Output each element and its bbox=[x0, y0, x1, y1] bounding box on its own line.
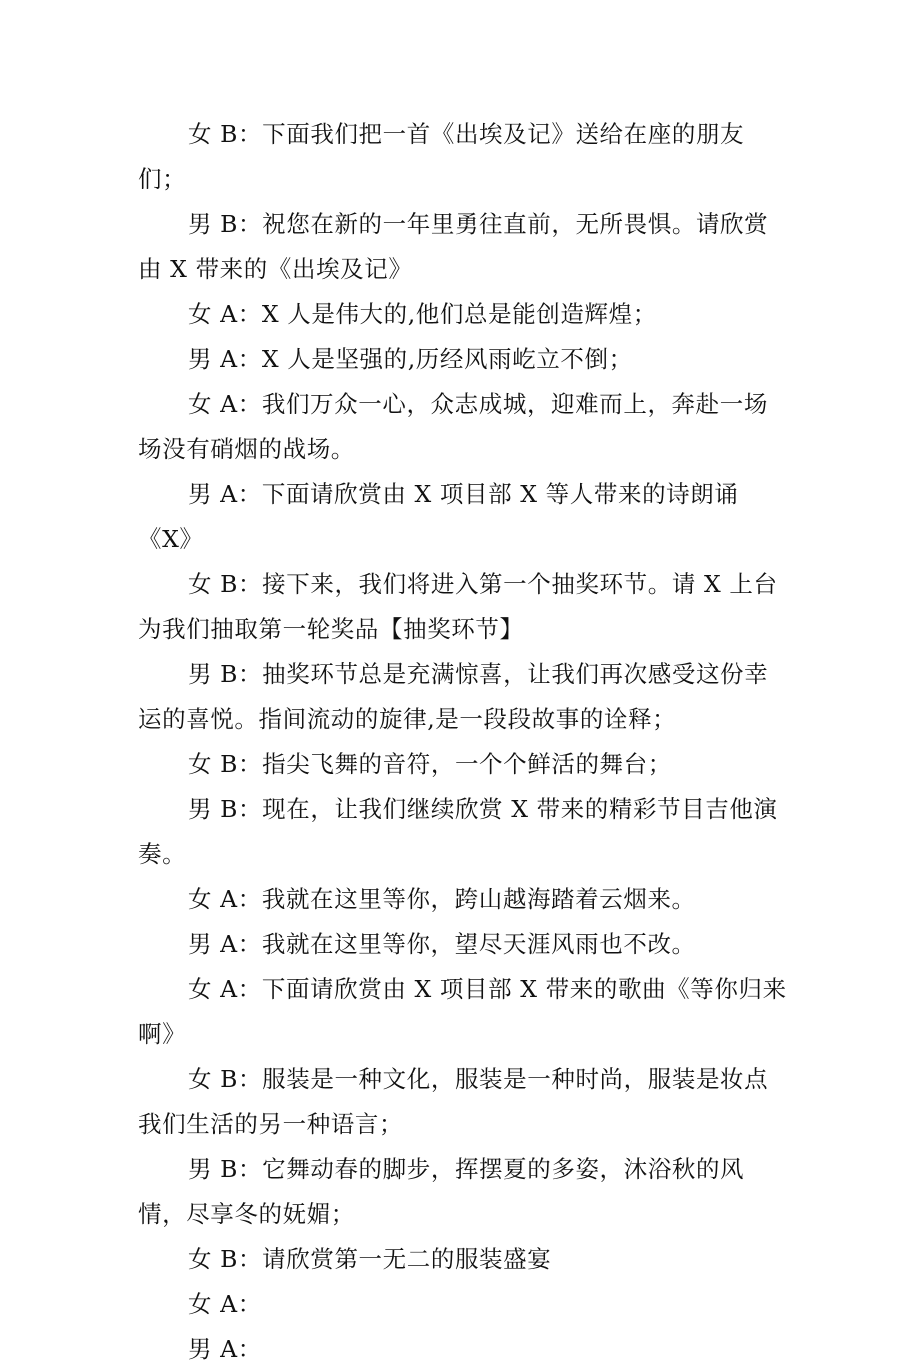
dialogue-line: 男 B：抽奖环节总是充满惊喜，让我们再次感受这份幸运的喜悦。指间流动的旋律,是一段段故事的诠释； bbox=[138, 660, 769, 733]
dialogue-line: 男 A：X 人是坚强的,历经风雨屹立不倒； bbox=[188, 345, 633, 373]
dialogue-line: 女 A：我们万众一心，众志成城，迎难而上，奔赴一场场没有硝烟的战场。 bbox=[138, 390, 768, 463]
dialogue-line: 女 A：X 人是伟大的,他们总是能创造辉煌； bbox=[188, 300, 657, 328]
dialogue-line: 男 B：祝您在新的一年里勇往直前，无所畏惧。请欣赏由 X 带来的《出埃及记》 bbox=[138, 210, 769, 283]
script-body bbox=[138, 112, 790, 1372]
dialogue-line: 男 B：现在，让我们继续欣赏 X 带来的精彩节目吉他演奏。 bbox=[138, 795, 778, 868]
dialogue-line: 女 A：我就在这里等你，跨山越海踏着云烟来。 bbox=[188, 885, 696, 913]
dialogue-line: 女 B：下面我们把一首《出埃及记》送给在座的朋友们； bbox=[138, 120, 745, 193]
dialogue-line: 男 A：下面请欣赏由 X 项目部 X 等人带来的诗朗诵《X》 bbox=[138, 480, 739, 553]
dialogue-line: 男 A： bbox=[188, 1335, 262, 1363]
dialogue-line: 女 B：服装是一种文化，服装是一种时尚，服装是妆点我们生活的另一种语言； bbox=[138, 1065, 769, 1138]
dialogue-line: 女 B：指尖飞舞的音符，一个个鲜活的舞台； bbox=[188, 750, 672, 778]
dialogue-line: 男 B：它舞动春的脚步，挥摆夏的多姿，沐浴秋的风情，尽享冬的妩媚； bbox=[138, 1155, 745, 1228]
dialogue-line: 女 A：下面请欣赏由 X 项目部 X 带来的歌曲《等你归来啊》 bbox=[138, 975, 787, 1048]
dialogue-line: 男 A：我就在这里等你，望尽天涯风雨也不改。 bbox=[188, 930, 696, 958]
dialogue-line: 女 B：接下来，我们将进入第一个抽奖环节。请 X 上台为我们抽取第一轮奖品【抽奖环节】 bbox=[138, 570, 778, 643]
dialogue-line: 女 B：请欣赏第一无二的服装盛宴 bbox=[188, 1245, 552, 1273]
dialogue-line: 女 A： bbox=[188, 1290, 262, 1318]
